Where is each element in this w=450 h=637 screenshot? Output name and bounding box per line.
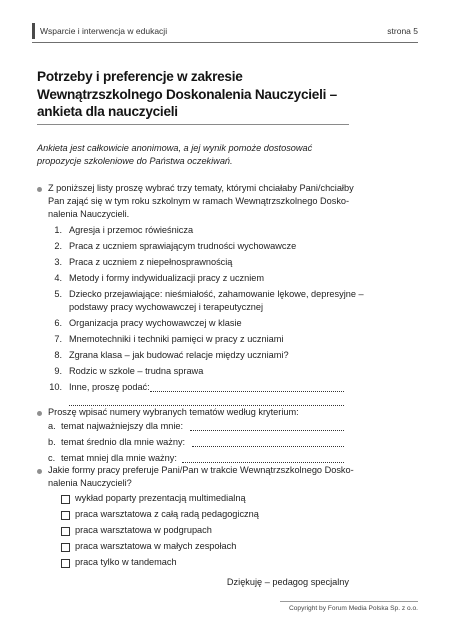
topic-label: Rodzic w szkole – trudna sprawa xyxy=(69,366,204,376)
option-label: praca warsztatowa z całą radą pedagogiczną xyxy=(75,509,259,519)
topic-number: 6. xyxy=(54,318,62,328)
criterion-letter: c. xyxy=(48,453,56,463)
topic-label: Praca z uczniem z niepełnosprawnością xyxy=(69,257,233,267)
topic-number: 5. xyxy=(54,289,62,299)
header-page-number: strona 5 xyxy=(387,26,418,36)
question-3-bullet xyxy=(37,469,42,474)
option-checkbox[interactable] xyxy=(61,559,70,568)
topic-label: Organizacja pracy wychowawczej w klasie xyxy=(69,318,242,328)
criterion-label: temat mniej dla mnie ważny: xyxy=(61,453,177,463)
topic-label: Inne, proszę podać: xyxy=(69,382,150,392)
question-3-line: nalenia Nauczycieli? xyxy=(48,478,132,488)
topic-label: Zgrana klasa – jak budować relacje między uczniami? xyxy=(69,350,289,360)
topic-label: Praca z uczniem sprawiającym trudności wychowawcze xyxy=(69,241,297,251)
option-checkbox[interactable] xyxy=(61,527,70,536)
intro-text: Ankieta jest całkowicie anonimowa, a jej wynik pomoże dostosować propozycje szkoleniowe do Państwa oczekiwań. xyxy=(37,143,313,166)
header-accent-bar xyxy=(32,23,35,39)
topic-number: 3. xyxy=(54,257,62,267)
criterion-label: temat najważniejszy dla mnie: xyxy=(61,421,184,431)
option-checkbox[interactable] xyxy=(61,511,70,520)
question-1-bullet xyxy=(37,187,42,192)
option-checkbox[interactable] xyxy=(61,543,70,552)
option-label: praca tylko w tandemach xyxy=(75,557,177,567)
topic-number: 9. xyxy=(54,366,62,376)
topic-number: 4. xyxy=(54,273,62,283)
question-2-text: Proszę wpisać numery wybranych tematów według kryterium: xyxy=(48,407,299,417)
topic-number: 1. xyxy=(54,225,62,235)
option-label: praca warsztatowa w małych zespołach xyxy=(75,541,237,551)
option-label: praca warsztatowa w podgrupach xyxy=(75,525,212,535)
topic-label: Mnemotechniki i techniki pamięci w pracy z uczniami xyxy=(69,334,284,344)
footer-copyright: Copyright by Forum Media Polska Sp. z o.o. xyxy=(289,605,418,612)
question-3-line: Jakie formy pracy preferuje Pani/Pan w trakcie Wewnątrzszkolnego Dosko- xyxy=(48,465,354,475)
header-section-title: Wsparcie i interwencja w edukacji xyxy=(40,26,168,36)
topic-number: 7. xyxy=(54,334,62,344)
topic-label: podstawy pracy wychowawczej i terapeutycznej xyxy=(69,302,264,312)
topic-number: 2. xyxy=(54,241,62,251)
topic-label: Agresja i przemoc rówieśnicza xyxy=(69,225,194,235)
question-2-bullet xyxy=(37,411,42,416)
question-1-line: nalenia Nauczycieli. xyxy=(48,209,130,219)
option-checkbox[interactable] xyxy=(61,495,70,504)
title-divider xyxy=(37,124,349,125)
medium-important-topic-field[interactable] xyxy=(192,446,344,447)
signature: Dziękuję – pedagog specjalny xyxy=(226,577,349,587)
other-topic-field[interactable] xyxy=(150,391,344,392)
criterion-letter: a. xyxy=(48,421,56,431)
criterion-letter: b. xyxy=(48,437,56,447)
most-important-topic-field[interactable] xyxy=(190,430,344,431)
topic-label: Dziecko przejawiające: nieśmiałość, zahamowanie lękowe, depresyjne – xyxy=(69,289,364,299)
question-1-line: Z poniższej listy proszę wybrać trzy tematy, którymi chciałaby Pani/chciałby xyxy=(48,183,354,193)
topic-label: Metody i formy indywidualizacji pracy z uczniem xyxy=(69,273,265,283)
topic-number: 10. xyxy=(49,382,62,392)
question-1-line: Pan zająć się w tym roku szkolnym w ramach Wewnątrzszkolnego Dosko- xyxy=(48,196,350,206)
topic-number: 8. xyxy=(54,350,62,360)
less-important-topic-field[interactable] xyxy=(182,462,344,463)
footer-divider xyxy=(280,601,418,602)
option-label: wykład poparty prezentacją multimedialną xyxy=(75,493,246,503)
document-title: Potrzeby i preferencje w zakresie Wewnątrzszkolnego Doskonalenia Nauczycieli – ankieta dla nauczycieli xyxy=(37,69,337,119)
criterion-label: temat średnio dla mnie ważny: xyxy=(61,437,186,447)
running-header xyxy=(32,22,418,43)
